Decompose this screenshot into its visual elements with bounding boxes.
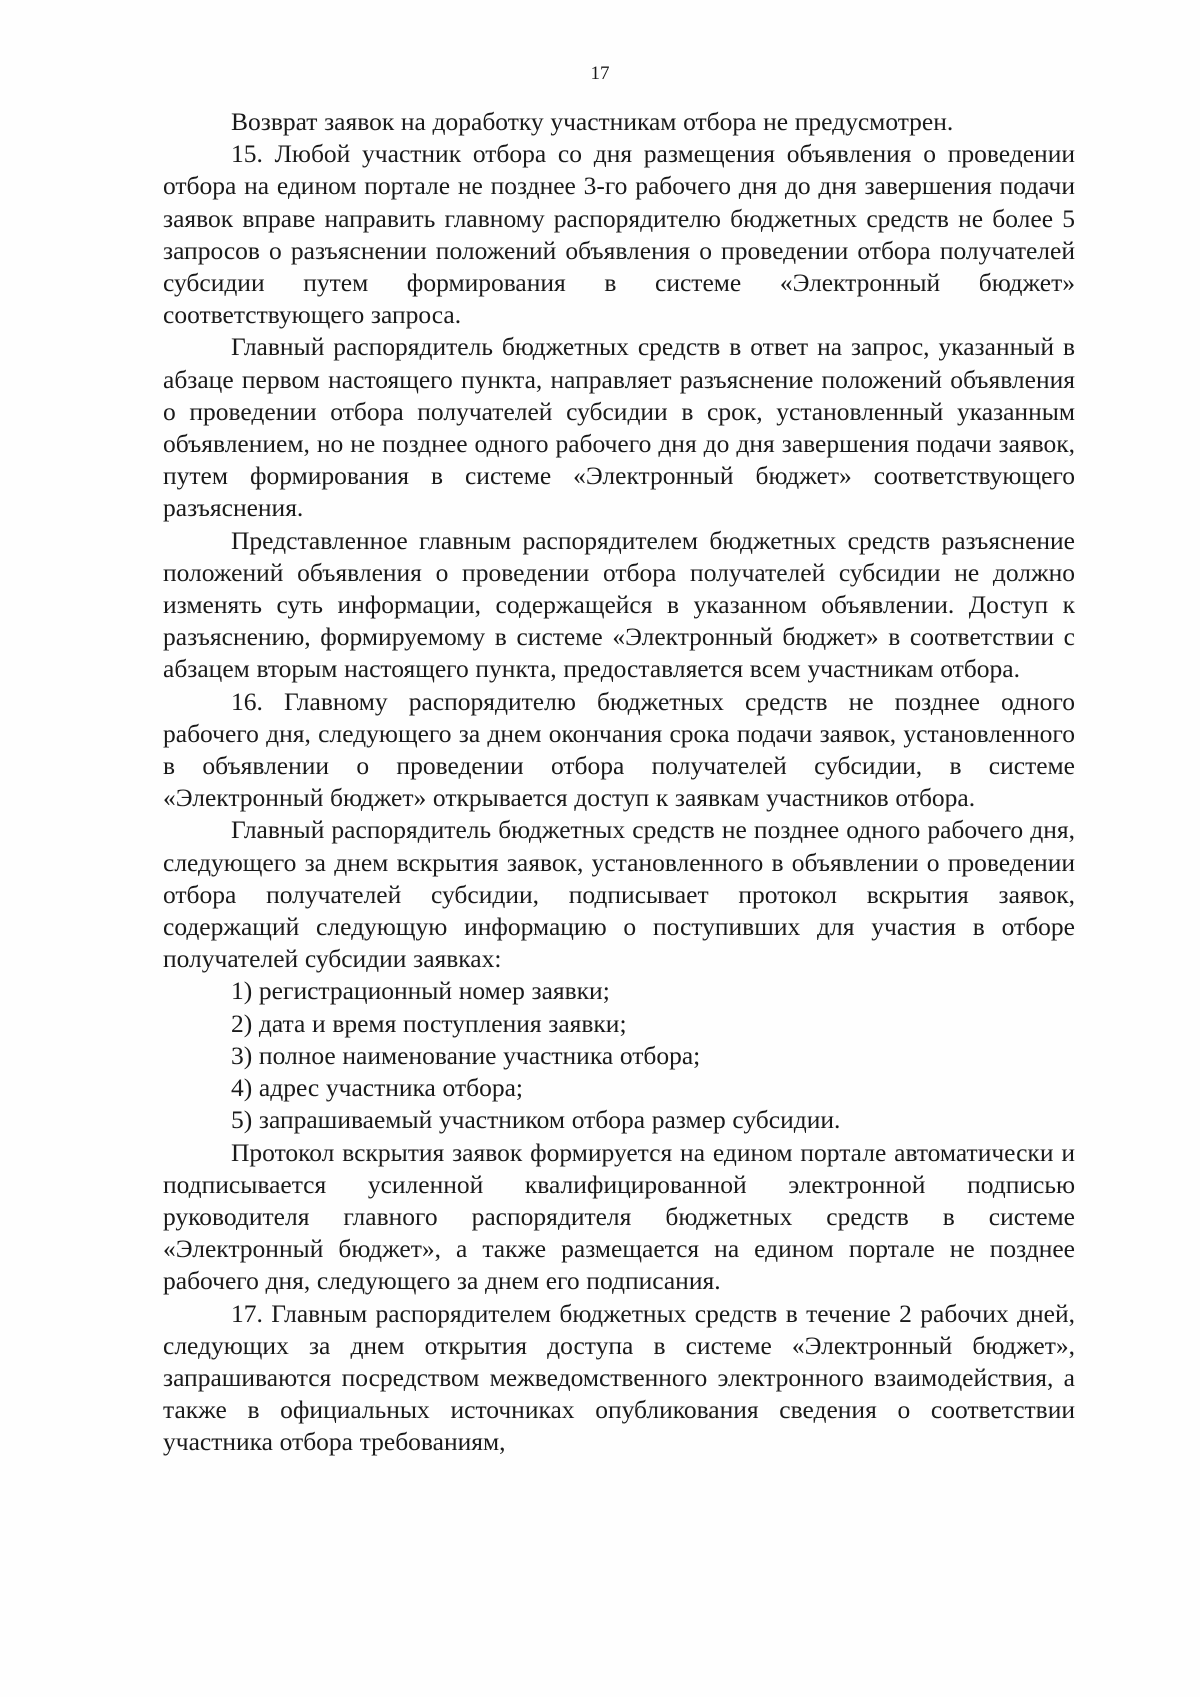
paragraph-clarification-response: Главный распорядитель бюджетных средств в ответ на запрос, указанный в абзаце первом настоящего пункта, направляет разъяснение положений объявления о проведении отбора получателей субсидии в срок, установленный указанным объявлением, но не позднее одного рабочего дня до дня завершения подачи заявок, путем формирования в системе «Электронный бюджет» соответствующего разъяснения. bbox=[163, 332, 1075, 523]
paragraph-protocol-signing: Протокол вскрытия заявок формируется на едином портале автоматически и подписывается усиленной квалифицированной электронной подписью руководителя главного распорядителя бюджетных средств в системе «Электронный бюджет», а также размещается на едином портале не позднее рабочего дня, следующего за днем его подписания. bbox=[163, 1137, 1075, 1296]
paragraph-opening-protocol: Главный распорядитель бюджетных средств не позднее одного рабочего дня, следующего за днем вскрытия заявок, установленного в объявлении о проведении отбора получателей субсидии, подписывает протокол вскрытия заявок, содержащий следующую информацию о поступивших для участия в отборе получателей субсидии заявках: bbox=[163, 815, 1075, 974]
paragraph-item-16: 16. Главному распорядителю бюджетных средств не позднее одного рабочего дня, следующего за днем окончания срока подачи заявок, установленного в объявлении о проведении отбора получателей субсидии, в системе «Электронный бюджет» открывается доступ к заявкам участников отбора. bbox=[163, 686, 1075, 813]
list-item-registration-number: 1) регистрационный номер заявки; bbox=[231, 976, 610, 1006]
paragraph-clarification-access: Представленное главным распорядителем бюджетных средств разъяснение положений объявления о проведении отбора получателей субсидии не должно изменять суть информации, содержащейся в указанном объявлении. Доступ к разъяснению, формируемому в системе «Электронный бюджет» в соответствии с абзацем вторым настоящего пункта, предоставляется всем участникам отбора. bbox=[163, 525, 1075, 684]
document-body bbox=[163, 106, 1075, 1459]
list-item-address: 4) адрес участника отбора; bbox=[231, 1073, 523, 1103]
list-item-date-time: 2) дата и время поступления заявки; bbox=[231, 1008, 627, 1038]
list-item-subsidy-amount: 5) запрашиваемый участником отбора размер субсидии. bbox=[231, 1105, 841, 1135]
paragraph-item-17: 17. Главным распорядителем бюджетных средств в течение 2 рабочих дней, следующих за днем открытия доступа в системе «Электронный бюджет», запрашиваются посредством межведомственного электронного взаимодействия, а также в официальных источниках опубликования сведения о соответствии участника отбора требованиям, bbox=[163, 1298, 1075, 1457]
paragraph-return-of-applications: Возврат заявок на доработку участникам отбора не предусмотрен. bbox=[231, 107, 954, 136]
page-number: 17 bbox=[590, 63, 610, 84]
paragraph-item-15: 15. Любой участник отбора со дня размещения объявления о проведении отбора на едином портале не позднее 3-го рабочего дня до дня завершения подачи заявок вправе направить главному распорядителю бюджетных средств не более 5 запросов о разъяснении положений объявления о проведении отбора получателей субсидии путем формирования в системе «Электронный бюджет» соответствующего запроса. bbox=[163, 139, 1075, 330]
list-item-full-name: 3) полное наименование участника отбора; bbox=[231, 1040, 701, 1070]
